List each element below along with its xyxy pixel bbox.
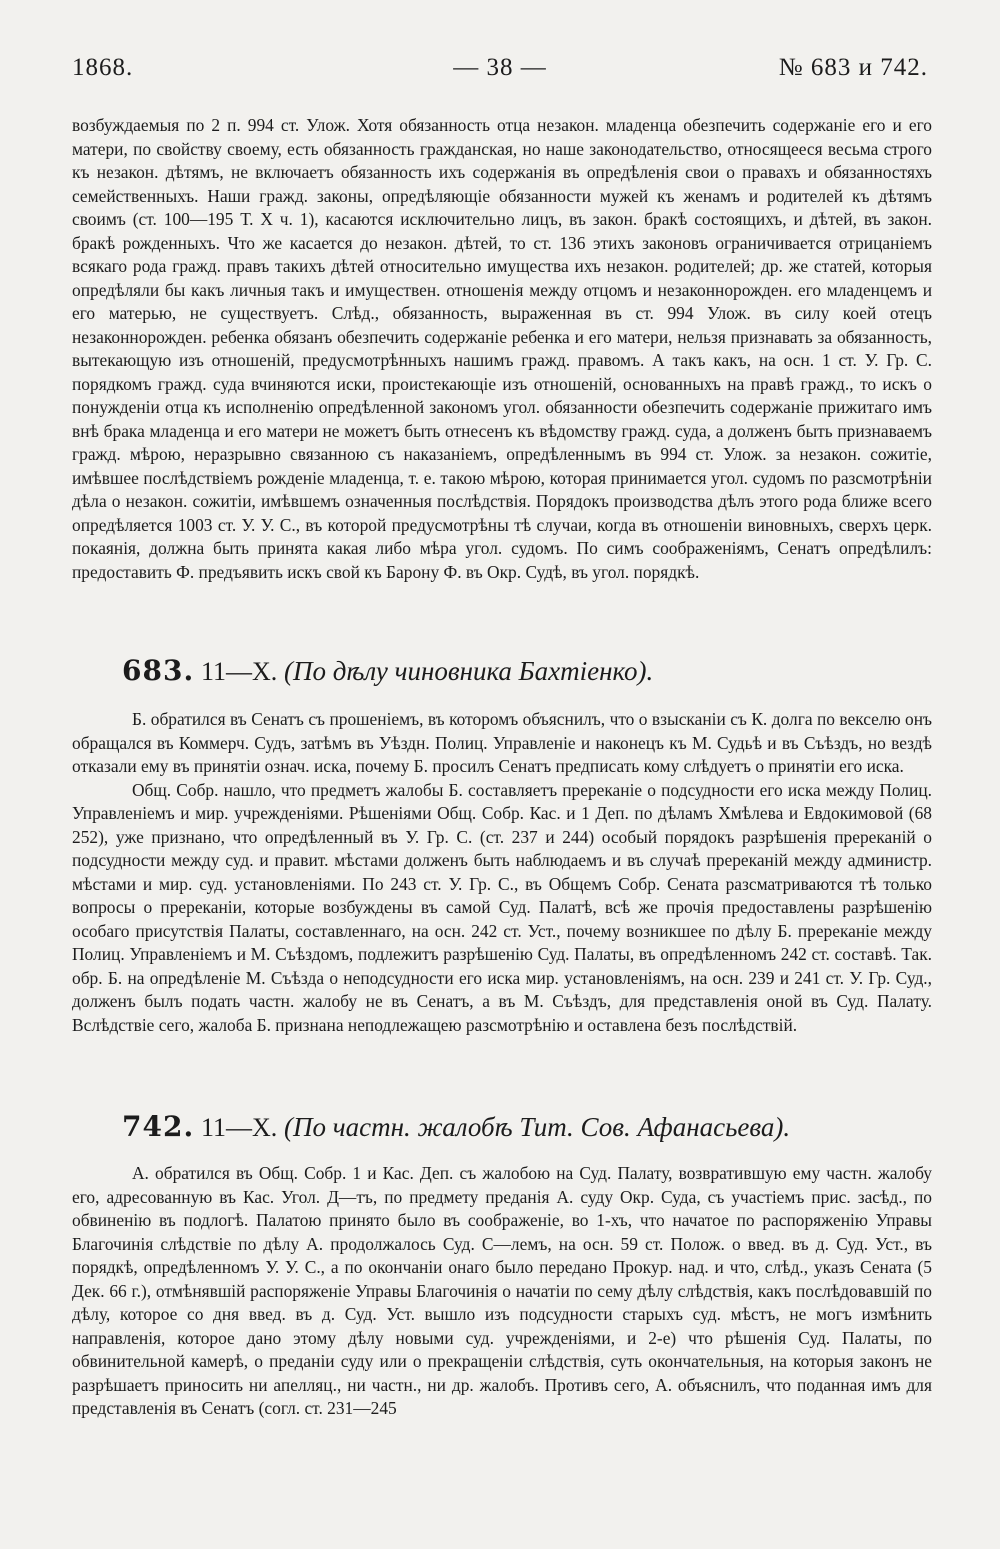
- section-number: 742.: [122, 1110, 195, 1143]
- header-year: 1868.: [72, 54, 134, 81]
- section-paragraph: Общ. Собр. нашло, что предметъ жалобы Б. составляетъ пререканіе о подсудности его иска между Полиц. Управленіемъ и мир. учрежденіями. Рѣшеніями Общ. Собр. Кас. и 1 Деп. по дѣламъ Хмѣлева и Евдокимовой (68 252), уже признано, что опредѣленный въ У. Гр. С. (ст. 237 и 244) особый порядокъ разрѣшенія пререканій о подсудности между суд. и правит. мѣстами долженъ быть наблюдаемъ и въ случаѣ пререканій между администр. мѣстами и мир. суд. установленіями. По 243 ст. У. Гр. С., въ Общемъ Собр. Сената разсматриваются тѣ только вопросы о пререканіи, которые возбуждены въ самой Суд. Палатѣ, всѣ же прочія предоставлены разрѣшенію особаго присутствія Палаты, составленнаго, на осн. 242 ст. Уст., почему возникшее по дѣлу Б. пререканіе между Полиц. Управленіемъ и М. Съѣздомъ, подлежитъ разрѣшенію Суд. Палаты, въ опредѣленномъ 242 ст. составѣ. Так. обр. Б. на опредѣленіе М. Съѣзда о неподсудности его иска мир. установленіямъ, на осн. 239 и 241 ст. У. Гр. Суд., долженъ былъ подать частн. жалобу не въ Сенатъ, а въ М. Съѣздъ, для представленія оной въ Суд. Палату. Вслѣдствіе сего, жалоба Б. признана неподлежащею разсмотрѣнію и оставлена безъ послѣдствій.: [72, 779, 932, 1035]
- section-683-body: [72, 708, 932, 1037]
- page-header: [72, 54, 928, 88]
- intro-paragraph: возбуждаемыя по 2 п. 994 ст. Улож. Хотя обязанность отца незакон. младенца обезпечить содержаніе его и его матери, по свойству своему, есть обязанность гражданская, но наше законодательство, относящееся весьма строго къ незакон. дѣтямъ, не включаетъ обязанность ихъ содержанія въ опредѣленія свои о правахъ и обязанностяхъ семейственныхъ. Наши гражд. законы, опредѣляющіе обязанности мужей къ женамъ и родителей къ дѣтямъ своимъ (ст. 100—195 Т. Х ч. 1), касаются исключительно лицъ, въ закон. бракѣ состоящихъ, и дѣтей, въ закон. бракѣ рожденныхъ. Что же касается до незакон. дѣтей, то ст. 136 этихъ законовъ ограничивается отрицаніемъ всякаго рода гражд. правъ такихъ дѣтей относительно имущества ихъ незакон. родителей; др. же статей, которыя опредѣляли бы какъ личныя такъ и имуществен. отношенія между отцомъ и незаконнорожден. его младенцемъ и его матерью, не существуетъ. Слѣд., обязанность, выраженная въ ст. 994 Улож. въ силу коей отецъ незаконнорожден. ребенка обязанъ обезпечить содержаніе ребенка и его матери, нельзя признавать за обязанность, вытекающую изъ отношеній, предусмотрѣнныхъ нашимъ гражд. правомъ. А такъ какъ, на осн. 1 ст. У. Гр. С. порядкомъ гражд. суда вчиняются иски, проистекающіе изъ отношеній, основанныхъ на правѣ гражд., то искъ о понужденіи отца къ исполненію опредѣленной закономъ угол. обязанности обезпечить содержаніе прижитаго имъ внѣ брака младенца и его матери не можетъ быть отнесенъ къ вѣдомству гражд. суда, а долженъ быть признаваемъ гражд. мѣрою, неразрывно связанною съ наказаніемъ, опредѣленнымъ въ 994 ст. Улож. за незакон. сожитіе, имѣвшее послѣдствіемъ рожденіе младенца, т. е. такою мѣрою, которая принимается угол. судомъ по разсмотрѣніи дѣла о незакон. сожитіи, имѣвшемъ означенныя послѣдствія. Порядокъ производства дѣлъ этого рода ближе всего опредѣляется 1003 ст. У. У. С., въ которой предусмотрѣны тѣ случаи, когда въ отношеніи виновныхъ, сверхъ церк. покаянія, должна быть принята какая либо мѣра угол. судомъ. По симъ соображеніямъ, Сенатъ опредѣлилъ: предоставить Ф. предъявить искъ свой къ Барону Ф. въ Окр. Судѣ, въ угол. порядкѣ.: [72, 115, 932, 582]
- section-683-heading: [122, 654, 932, 698]
- section-title: (По частн. жалобѣ Тит. Сов. Афанасьева).: [284, 1112, 791, 1142]
- section-number: 683.: [122, 654, 195, 687]
- header-case-numbers: № 683 и 742.: [778, 54, 928, 81]
- section-title: (По дѣлу чиновника Бахтіенко).: [284, 656, 654, 686]
- section-date: 11—X.: [200, 657, 278, 686]
- intro-block: [72, 114, 932, 584]
- header-page-number: — 38 —: [453, 54, 547, 81]
- section-742-heading: [122, 1110, 932, 1154]
- section-paragraph: А. обратился въ Общ. Собр. 1 и Кас. Деп. съ жалобою на Суд. Палату, возвратившую ему частн. жалобу его, адресованную въ Кас. Угол. Д—тъ, по предмету преданія А. суду Окр. Суда, съ участіемъ прис. засѣд., по обвиненію въ подлогѣ. Палатою принято было въ соображеніе, во 1-хъ, что начатое по распоряженію Управы Благочинія слѣдствіе по дѣлу А. продолжалось Суд. С—лемъ, на осн. 59 ст. Полож. о введ. въ д. Суд. Уст., въ порядкѣ, опредѣленномъ У. У. С., а по окончаніи онаго было передано Прокур. над. и что, слѣд., указъ Сената (5 Дек. 66 г.), отмѣнявшій распоряженіе Управы Благочинія о начатіи по сему дѣлу слѣдствія, какъ послѣдовавшій по дѣлу, которое со дня введ. въ д. Суд. Уст. вышло изъ подсудности старыхъ суд. мѣстъ, не могъ измѣнить направленія, которое дано этому дѣлу новыми суд. учрежденіями, и 2-е) что рѣшенія Суд. Палаты, по обвинительной камерѣ, о преданіи суду или о прекращеніи слѣдствія, суть окончательныя, на которыя законъ не разрѣшаетъ приносить ни апелляц., ни частн., ни др. жалобъ. Противъ сего, А. объяснилъ, что поданная имъ для представленія въ Сенатъ (согл. ст. 231—245: [72, 1163, 932, 1418]
- section-date: 11—X.: [200, 1113, 278, 1142]
- section-742-body: [72, 1162, 932, 1421]
- section-paragraph: Б. обратился въ Сенатъ съ прошеніемъ, въ которомъ объяснилъ, что о взысканіи съ К. долга по векселю онъ обращался въ Коммерч. Судъ, затѣмъ въ Уѣздн. Полиц. Управленіе и наконецъ къ М. Судьѣ и въ Съѣздъ, но вездѣ отказали ему въ принятіи означ. иска, почему Б. просилъ Сенатъ предписать кому слѣдуетъ о принятіи его иска.: [72, 709, 932, 776]
